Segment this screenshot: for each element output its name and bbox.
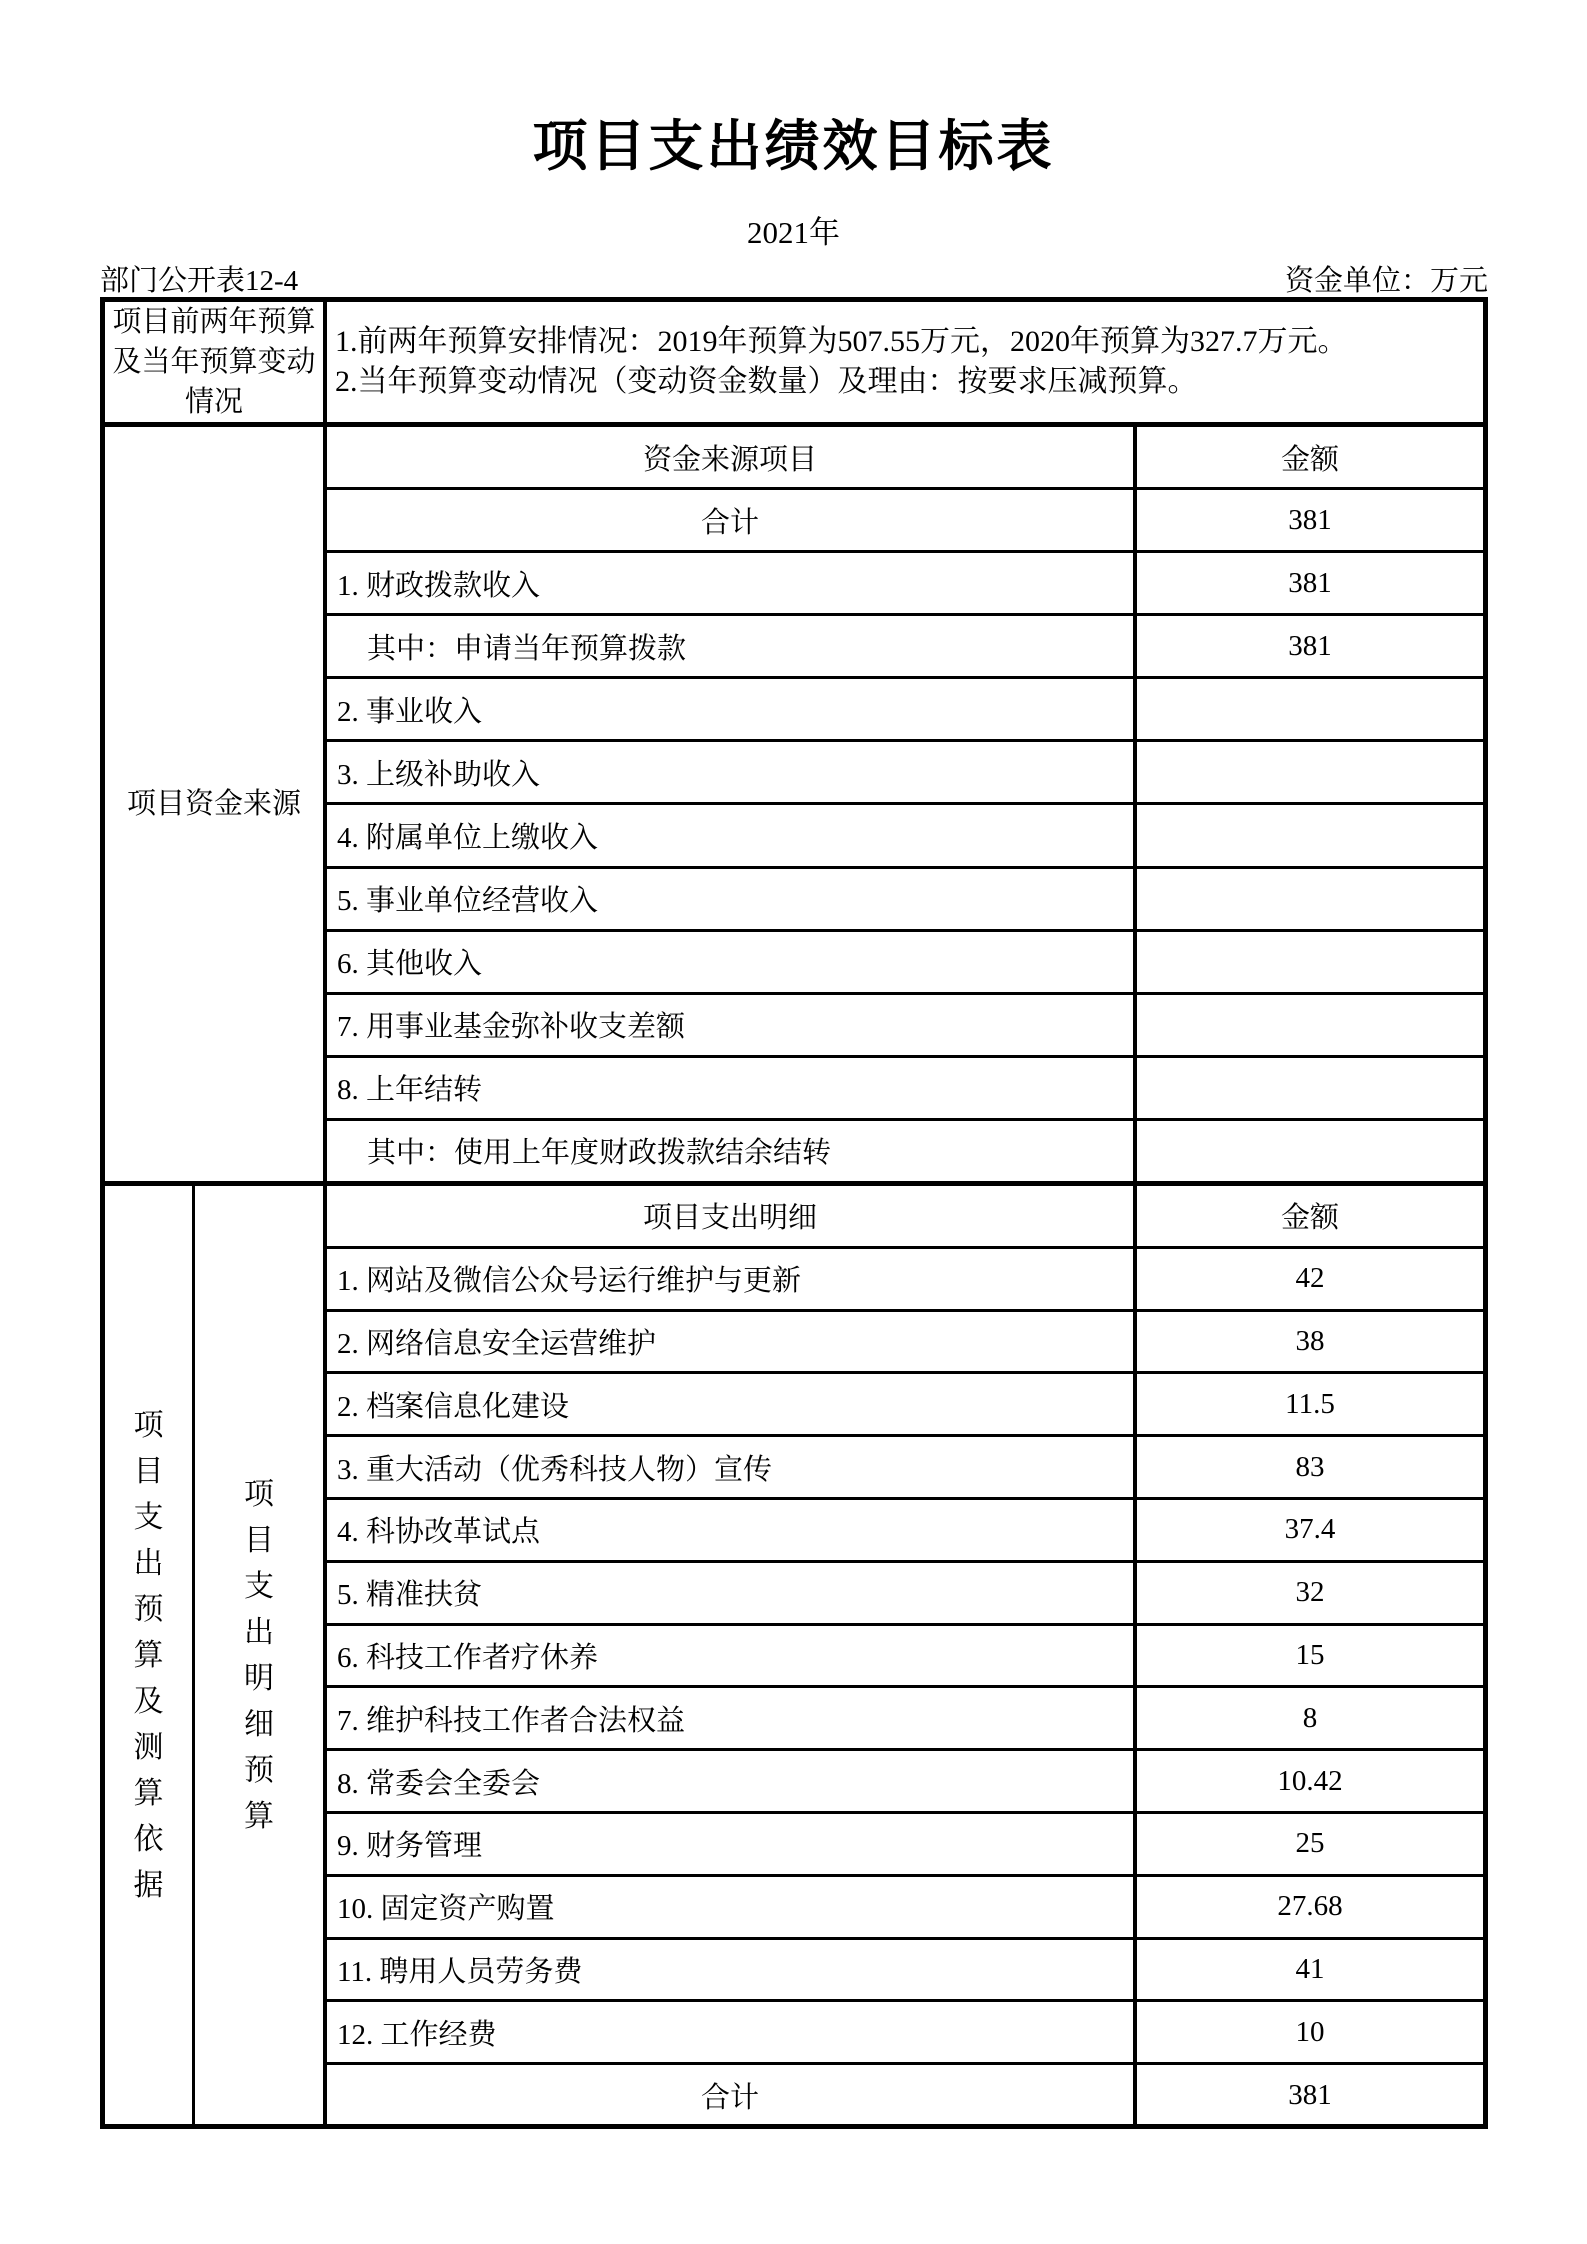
row-amount-value bbox=[1133, 742, 1483, 802]
prior-budget-label-line2: 及当年预算变动 bbox=[112, 346, 316, 378]
row-item-label: 9. 财务管理 bbox=[337, 1830, 483, 1863]
row-amount-value: 41 bbox=[1133, 1940, 1483, 2000]
page-title: 项目支出绩效目标表 bbox=[532, 116, 1055, 177]
row-amount-value bbox=[1133, 869, 1483, 929]
row-item-label: 其中：申请当年预算拨款 bbox=[367, 632, 687, 665]
vertical-label-char: 支 bbox=[244, 1569, 274, 1603]
prior-budget-label bbox=[105, 302, 327, 422]
table-row bbox=[327, 1999, 1483, 2062]
row-amount-value bbox=[1133, 995, 1483, 1055]
vertical-label-char: 出 bbox=[133, 1546, 164, 1580]
row-item-label: 5. 事业单位经营收入 bbox=[337, 885, 599, 918]
vertical-label-char: 目 bbox=[133, 1454, 164, 1488]
expenditure-sub-label-col bbox=[195, 1186, 327, 2125]
row-item-label: 3. 重大活动（优秀科技人物）宣传 bbox=[337, 1453, 773, 1486]
row-amount-value: 381 bbox=[1133, 490, 1483, 550]
row-amount-value bbox=[1133, 1121, 1483, 1181]
table-row bbox=[327, 550, 1483, 613]
prior-budget-content bbox=[327, 302, 1483, 422]
vertical-label-char: 及 bbox=[133, 1684, 164, 1718]
table-row bbox=[327, 487, 1483, 550]
table-row bbox=[327, 613, 1483, 676]
funding-sources-header-item: 资金来源项目 bbox=[642, 443, 817, 476]
row-item-label: 4. 科协改革试点 bbox=[337, 1516, 541, 1549]
table-row bbox=[327, 1811, 1483, 1874]
row-item-label: 7. 用事业基金弥补收支差额 bbox=[337, 1011, 686, 1044]
row-item-label: 12. 工作经费 bbox=[337, 2018, 497, 2051]
table-row bbox=[327, 1623, 1483, 1686]
table-row bbox=[327, 1434, 1483, 1497]
vertical-label-char: 算 bbox=[133, 1776, 164, 1810]
vertical-label-char: 目 bbox=[244, 1523, 274, 1557]
row-amount-value: 32 bbox=[1133, 1563, 1483, 1623]
row-item-label: 10. 固定资产购置 bbox=[337, 1893, 555, 1926]
row-amount-value bbox=[1133, 679, 1483, 739]
row-amount-value: 25 bbox=[1133, 1814, 1483, 1874]
vertical-label-char: 细 bbox=[244, 1707, 274, 1741]
expenditure-header-row bbox=[327, 1186, 1483, 1246]
row-amount-value: 10 bbox=[1133, 2002, 1483, 2062]
table-row bbox=[327, 1560, 1483, 1623]
table-row bbox=[327, 929, 1483, 992]
expenditure-header-amount: 金额 bbox=[1133, 1186, 1483, 1246]
expenditure-sub-label bbox=[195, 1186, 323, 2125]
row-item-label: 6. 其他收入 bbox=[337, 948, 483, 981]
vertical-label-char: 项 bbox=[133, 1408, 164, 1442]
table-row bbox=[327, 1118, 1483, 1181]
row-amount-value bbox=[1133, 805, 1483, 865]
table-row bbox=[327, 1055, 1483, 1118]
table-row bbox=[327, 1937, 1483, 2000]
table-row bbox=[327, 866, 1483, 929]
table-row bbox=[327, 2062, 1483, 2125]
row-item-label: 2. 事业收入 bbox=[337, 695, 483, 728]
table-row bbox=[327, 1371, 1483, 1434]
row-amount-value: 27.68 bbox=[1133, 1877, 1483, 1937]
funding-sources-header-amount: 金额 bbox=[1133, 427, 1483, 487]
row-amount-value: 381 bbox=[1133, 553, 1483, 613]
row-amount-value bbox=[1133, 932, 1483, 992]
row-item-label: 2. 网络信息安全运营维护 bbox=[337, 1327, 657, 1360]
table-row bbox=[327, 1874, 1483, 1937]
prior-budget-line2: 2.当年预算变动情况（变动资金数量）及理由：按要求压减预算。 bbox=[335, 365, 1198, 398]
row-item-label: 合计 bbox=[700, 506, 759, 539]
funding-sources-section-label: 项目资金来源 bbox=[105, 427, 327, 1181]
expenditure-section bbox=[105, 1181, 1483, 2125]
row-amount-value: 38 bbox=[1133, 1312, 1483, 1372]
row-amount-value: 381 bbox=[1133, 2065, 1483, 2125]
table-row bbox=[327, 1685, 1483, 1748]
row-item-label: 合计 bbox=[700, 2081, 759, 2114]
table-row bbox=[327, 802, 1483, 865]
row-item-label: 8. 常委会全委会 bbox=[337, 1767, 541, 1800]
row-item-label: 1. 网站及微信公众号运行维护与更新 bbox=[337, 1265, 802, 1298]
table-row bbox=[327, 676, 1483, 739]
row-item-label: 7. 维护科技工作者合法权益 bbox=[337, 1704, 686, 1737]
prior-budget-label-line1: 项目前两年预算 bbox=[112, 306, 316, 338]
expenditure-rows bbox=[327, 1186, 1483, 2125]
row-amount-value bbox=[1133, 1058, 1483, 1118]
table-row bbox=[327, 992, 1483, 1055]
table-row bbox=[327, 1309, 1483, 1372]
row-item-label: 3. 上级补助收入 bbox=[337, 758, 541, 791]
row-amount-value: 8 bbox=[1133, 1688, 1483, 1748]
funding-sources-section bbox=[105, 422, 1483, 1181]
table-row bbox=[327, 1246, 1483, 1309]
row-amount-value: 42 bbox=[1133, 1249, 1483, 1309]
vertical-label-char: 项 bbox=[244, 1477, 274, 1511]
row-item-label: 其中：使用上年度财政拨款结余结转 bbox=[367, 1137, 832, 1170]
row-amount-value: 10.42 bbox=[1133, 1751, 1483, 1811]
table-row bbox=[327, 1748, 1483, 1811]
row-item-label: 2. 档案信息化建设 bbox=[337, 1390, 570, 1423]
row-item-label: 1. 财政拨款收入 bbox=[337, 569, 541, 602]
row-amount-value: 83 bbox=[1133, 1437, 1483, 1497]
prior-budget-row bbox=[105, 302, 1483, 422]
row-item-label: 11. 聘用人员劳务费 bbox=[337, 1955, 583, 1988]
row-amount-value: 11.5 bbox=[1133, 1374, 1483, 1434]
vertical-label-char: 测 bbox=[133, 1730, 164, 1764]
expenditure-section-label bbox=[105, 1186, 192, 2125]
vertical-label-char: 明 bbox=[244, 1661, 274, 1695]
row-item-label: 5. 精准扶贫 bbox=[337, 1579, 483, 1612]
budget-table bbox=[100, 297, 1488, 2129]
vertical-label-char: 支 bbox=[133, 1500, 164, 1534]
row-amount-value: 37.4 bbox=[1133, 1500, 1483, 1560]
vertical-label-char: 据 bbox=[133, 1868, 164, 1902]
vertical-label-char: 预 bbox=[133, 1592, 164, 1626]
vertical-label-char: 依 bbox=[133, 1822, 164, 1856]
vertical-label-char: 出 bbox=[244, 1615, 274, 1649]
meta-line bbox=[100, 258, 1488, 299]
vertical-label-char: 算 bbox=[133, 1638, 164, 1672]
expenditure-header-item: 项目支出明细 bbox=[642, 1202, 817, 1235]
table-row bbox=[327, 1497, 1483, 1560]
expenditure-section-label-col bbox=[105, 1186, 195, 2125]
row-item-label: 4. 附属单位上缴收入 bbox=[337, 822, 599, 854]
page-subtitle: 2021年 bbox=[747, 215, 840, 250]
row-item-label: 8. 上年结转 bbox=[337, 1074, 483, 1107]
prior-budget-line1: 1.前两年预算安排情况：2019年预算为507.55万元，2020年预算为327.7万元。 bbox=[335, 325, 1348, 358]
table-row bbox=[327, 739, 1483, 802]
vertical-label-char: 预 bbox=[244, 1753, 274, 1787]
row-amount-value: 381 bbox=[1133, 616, 1483, 676]
sheet-label: 部门公开表12-4 bbox=[100, 265, 299, 297]
row-item-label: 6. 科技工作者疗休养 bbox=[337, 1641, 599, 1674]
funding-sources-header-row bbox=[327, 427, 1483, 487]
row-amount-value: 15 bbox=[1133, 1626, 1483, 1686]
prior-budget-label-line3: 情况 bbox=[184, 386, 243, 418]
unit-label: 资金单位：万元 bbox=[1284, 265, 1488, 297]
funding-sources-rows bbox=[327, 427, 1483, 1181]
vertical-label-char: 算 bbox=[244, 1799, 274, 1833]
